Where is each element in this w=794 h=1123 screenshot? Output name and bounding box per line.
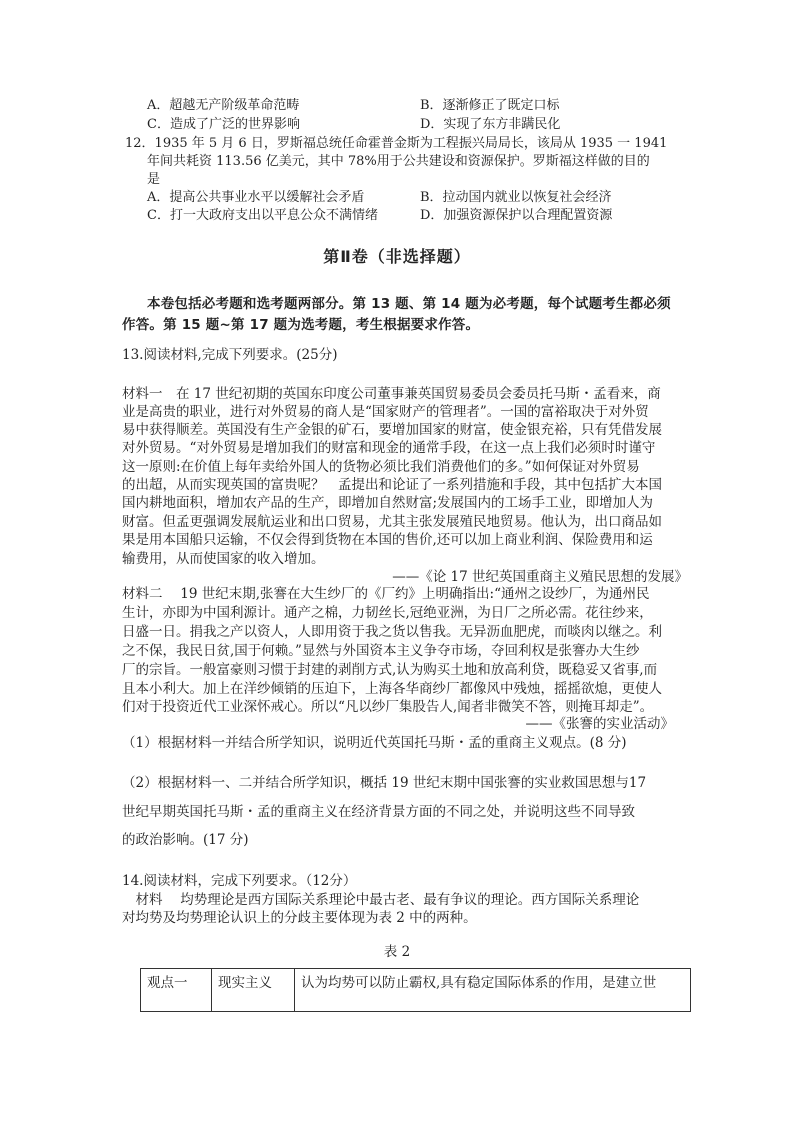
material-line: 之不保，我民日贫,国于何赖。”显然与外国资本主义争夺市场，夺回利权是张謇办大生纱 xyxy=(122,643,640,659)
material-line: 的出超，从而实现英国的富贵呢？ 孟提出和论证了一系列措施和手段，其中包括扩大本国 xyxy=(122,477,662,493)
section-note-line: 作答。第 15 题~第 17 题为选考题，考生根据要求作答。 xyxy=(122,317,480,333)
material-line: 财富。但孟更强调发展航运业和出口贸易，尤其主张发展殖民地贸易。他认为，出口商品如 xyxy=(122,514,662,530)
material-line: 生计，亦即为中国利源计。通产之棉，力韧丝长,冠绝亚洲，为日厂之所必需。花往纱来， xyxy=(122,605,653,621)
table-caption: 表 2 xyxy=(383,944,411,960)
material-line: 国内耕地面积，增加农产品的生产，即增加自然财富;发展国内的工场手工业，即增加人为 xyxy=(122,495,654,511)
section-title: 第Ⅱ卷（非选择题） xyxy=(323,247,471,266)
material-line: 这一原则:在价值上每年卖给外国人的货物必须比我们消费他们的多。”如何保证对外贸易 xyxy=(122,459,640,475)
q12-stem-line: 12．1935 年 5 月 6 日，罗斯福总统任命霍普金斯为工程振兴局局长，该局从 1935 一 1941 xyxy=(125,136,668,151)
q14-header: 14.阅读材料，完成下列要求。（12分） xyxy=(122,873,357,889)
table-2 xyxy=(140,968,691,1012)
q13-header: 13.阅读材料,完成下列要求。(25分) xyxy=(122,347,338,363)
q11-option-d: D．实现了东方非蹒民化 xyxy=(420,117,561,132)
material-line: 且本小利大。加上在洋纱倾销的压迫下，上海各华商纱厂都像风中残烛，摇摇欲熄，更使人 xyxy=(122,681,662,697)
material-line: 日盛一日。捐我之产以资人，人即用资于我之货以售我。无异沥血肥虎，而啖肉以继之。利 xyxy=(122,624,662,640)
q13-subquestion-2-line: 世纪早期英国托马斯・孟的重商主义在经济背景方面的不同之处，并说明这些不同导致 xyxy=(122,804,635,820)
q12-stem-line: 是 xyxy=(147,172,161,187)
q12-option-c: C．打一大政府支出以平息公众不满情绪 xyxy=(147,208,378,223)
q11-option-c: C．造成了广泛的世界影响 xyxy=(147,117,300,132)
material-line: 业是高贵的职业，进行对外贸易的商人是“国家财产的管理者”。一国的富裕取决于对外贸 xyxy=(122,404,649,420)
material-line: 厂的宗旨。一般富豪则习惯于封建的剥削方式,认为购买土地和放高利贷，既稳妥又省事,而 xyxy=(122,662,658,678)
material-line: 们对于投资近代工业深怀戒心。所以“凡以纱厂集股告人,闻者非微笑不答，则掩耳却走”。 xyxy=(122,699,654,715)
table-row xyxy=(141,969,691,1012)
material-line: 对外贸易。“对外贸易是增加我们的财富和现金的通常手段，在这一点上我们必须时时谨守 xyxy=(122,440,656,456)
q13-subquestion-2-line: （2）根据材料一、二并结合所学知识，概括 19 世纪末期中国张謇的实业救国思想与17 xyxy=(122,775,647,791)
material-line: 输费用，从而使国家的收入增加。 xyxy=(122,551,325,567)
q12-option-d: D．加强资源保护以合理配置资源 xyxy=(420,208,613,223)
q11-option-b: B．逐渐修正了既定口标 xyxy=(420,98,560,113)
material-line: 果是用本国船只运输，不仅会得到货物在本国的售价,还可以加上商业利润、保险费用和运 xyxy=(122,532,653,548)
table-cell: 认为均势可以防止霸权,具有稳定国际体系的作用，是建立世 xyxy=(295,969,691,1012)
material-line: 材料一 在 17 世纪初期的英国东印度公司董事兼英国贸易委员会委员托马斯・孟看来，商 xyxy=(122,386,661,402)
q12-option-b: B．拉动国内就业以恢复社会经济 xyxy=(420,190,612,205)
q13-subquestion-1: （1）根据材料一并结合所学知识，说明近代英国托马斯・孟的重商主义观点。(8 分) xyxy=(122,735,627,751)
section-note-line: 本卷包括必考题和选考题两部分。第 13 题、第 14 题为必考题，每个试题考生都必须 xyxy=(147,296,671,312)
q14-material-line: 材料 均势理论是西方国际关系理论中最古老、最有争议的理论。西方国际关系理论 xyxy=(122,892,640,908)
q14-material-line: 对均势及均势理论认识上的分歧主要体现为表 2 中的两种。 xyxy=(122,910,477,926)
q12-option-a: A．提高公共事业水平以缓解社会矛盾 xyxy=(147,190,365,205)
table-cell: 观点一 xyxy=(141,969,212,1012)
q12-stem-line: 年间共耗资 113.56 亿美元，其中 78%用于公共建设和资源保护。罗斯福这样做的目的 xyxy=(147,154,650,169)
table-cell: 现实主义 xyxy=(212,969,295,1012)
material-line: 易中获得顺差。英国没有生产金银的矿石，要增加国家的财富，使金银充裕，只有凭借发展 xyxy=(122,422,662,438)
q13-subquestion-2-line: 的政治影响。(17 分) xyxy=(122,832,249,848)
source-citation-2: ——《张謇的实业活动》 xyxy=(525,716,674,732)
material-line: 材料二 19 世纪末期,张謇在大生纱厂的《厂约》上明确指出:“通州之设纱厂，为通州民 xyxy=(122,586,650,602)
source-citation-1: ——《论 17 世纪英国重商主义殖民思想的发展》 xyxy=(392,569,688,585)
q11-option-a: A．超越无产阶级革命范畴 xyxy=(147,98,300,113)
